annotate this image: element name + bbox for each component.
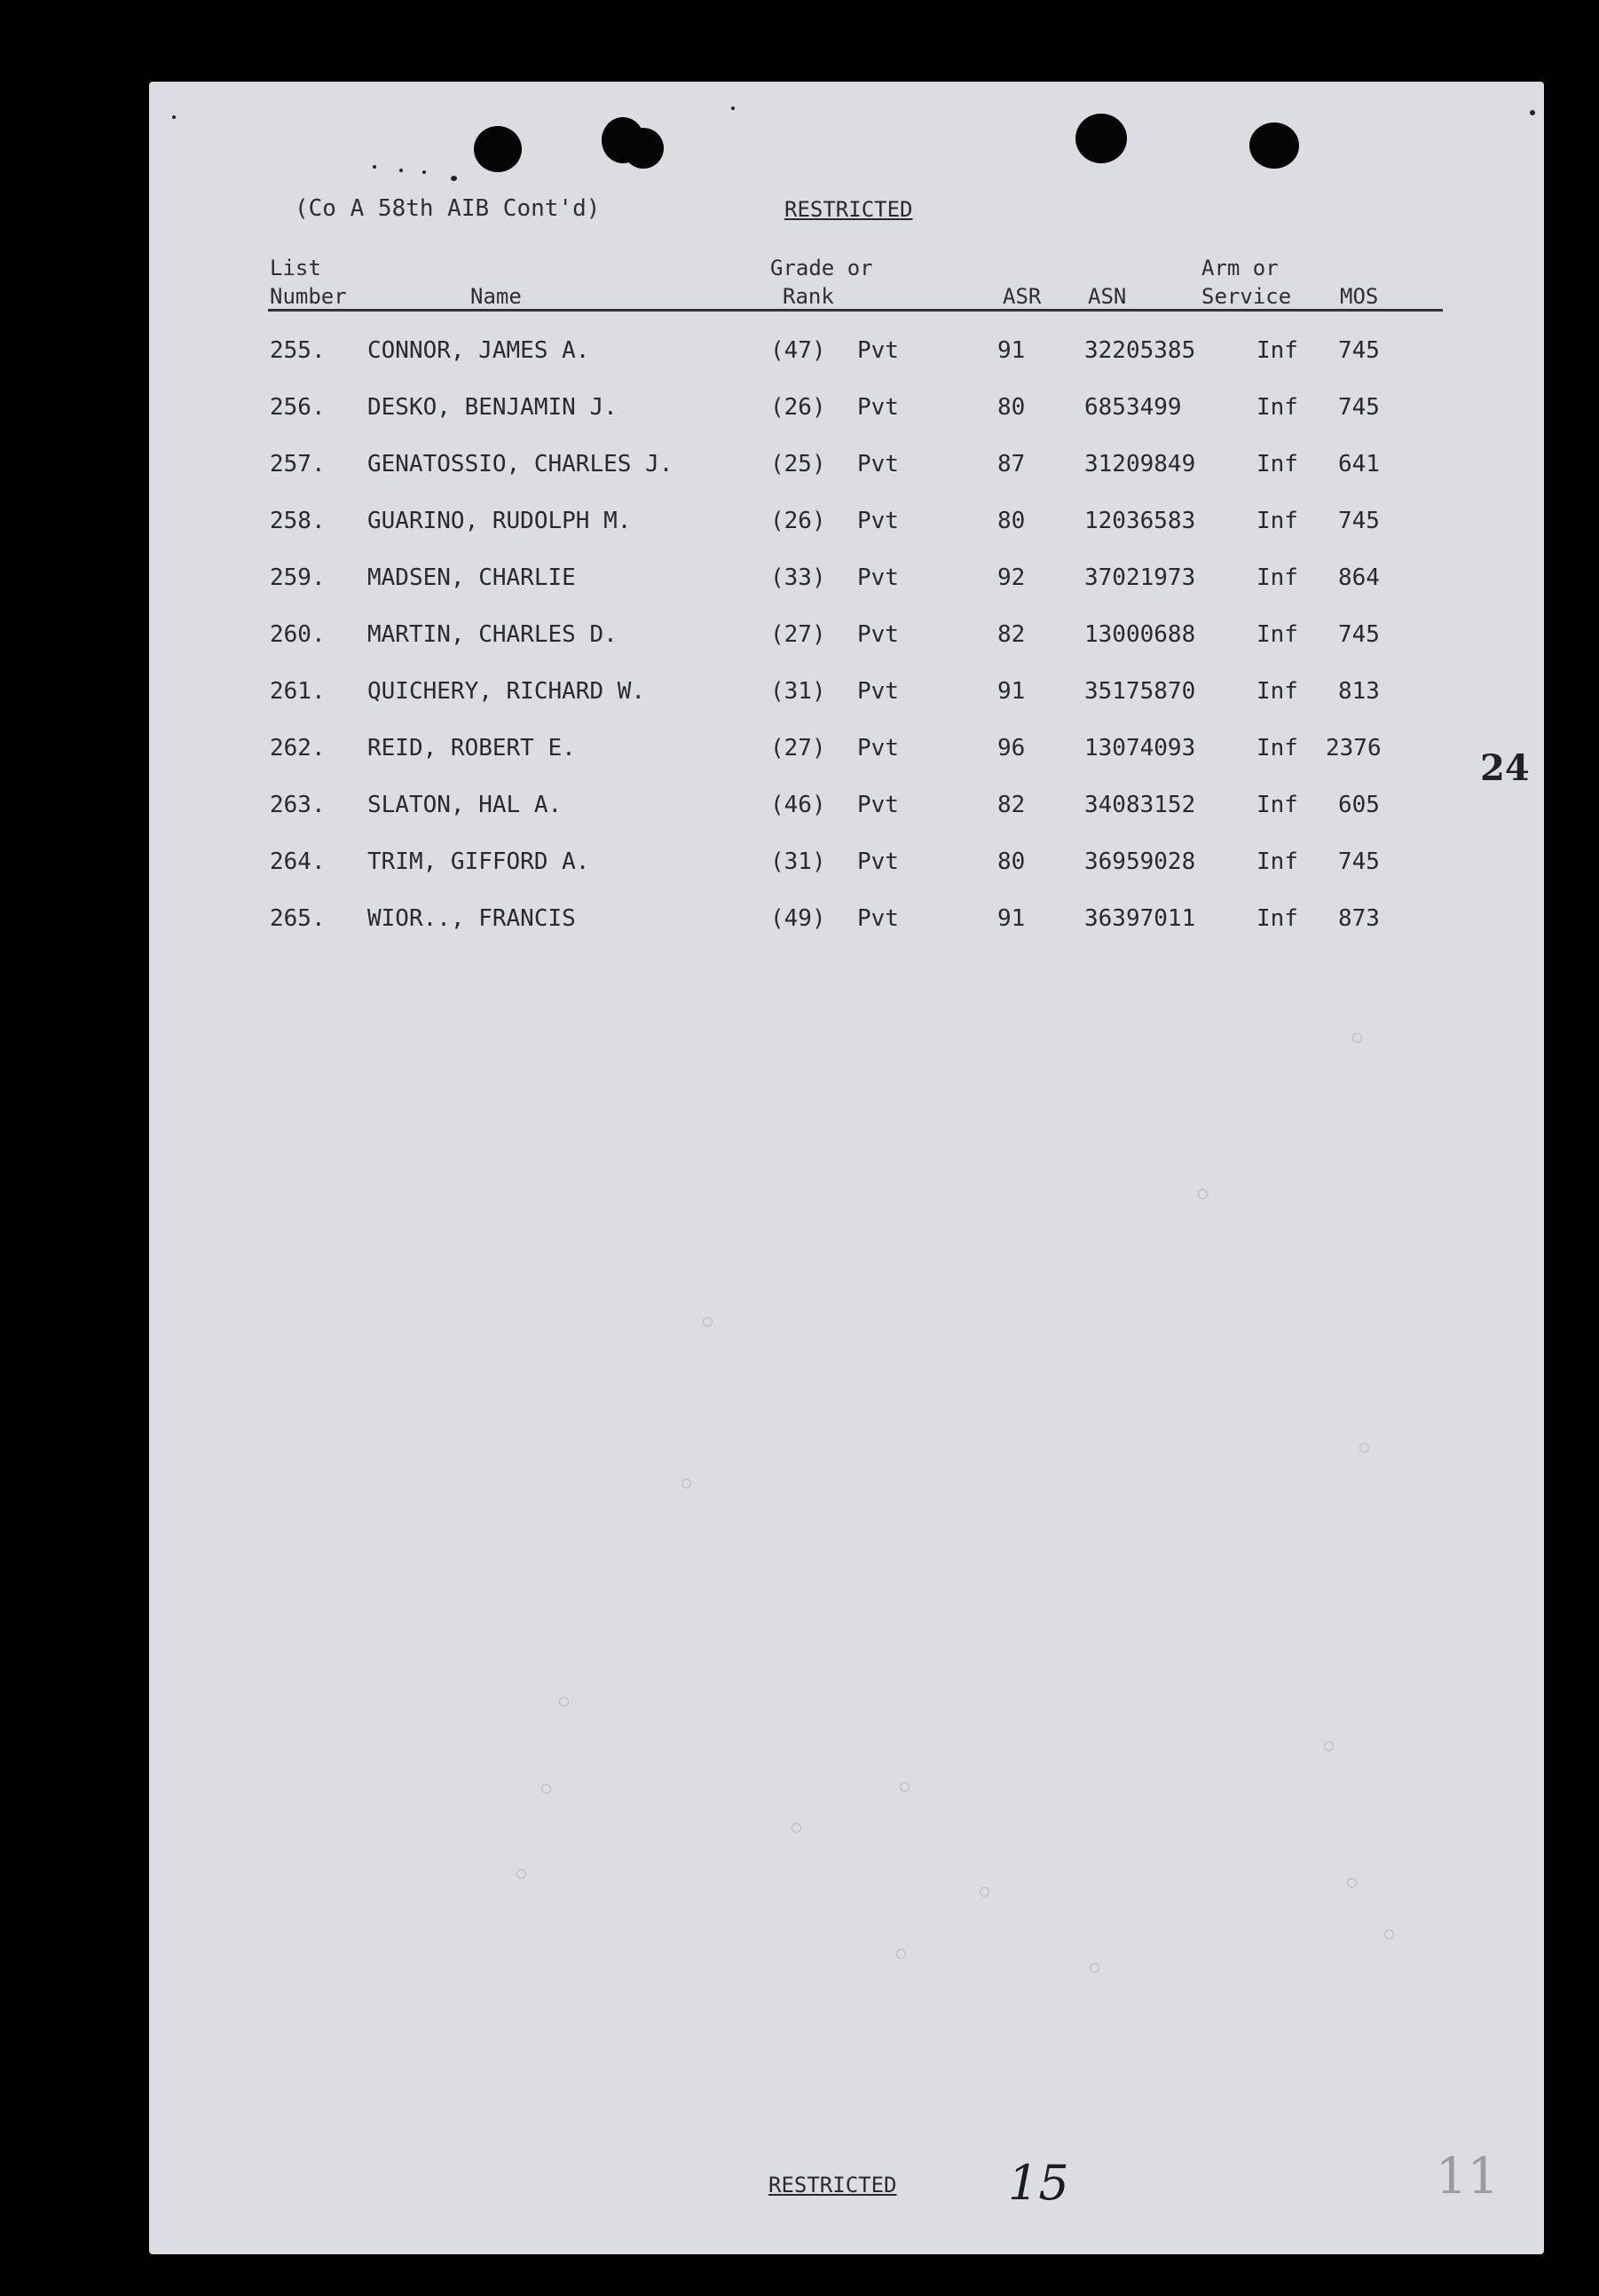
mos: 745 — [1338, 621, 1380, 648]
handwritten-page-number: 15 — [1008, 2155, 1069, 2211]
age: (46) — [770, 792, 826, 818]
age: (26) — [770, 508, 826, 534]
paper-speck — [1347, 1878, 1357, 1888]
asn: 32205385 — [1084, 337, 1196, 364]
paper-speck — [900, 1782, 910, 1792]
mos: 813 — [1338, 678, 1380, 705]
paper-speck — [1384, 1929, 1394, 1939]
classification-top: RESTRICTED — [784, 197, 913, 222]
header-name: Name — [470, 284, 522, 309]
mos: 745 — [1338, 848, 1380, 875]
asn: 34083152 — [1084, 792, 1196, 818]
age: (47) — [770, 337, 826, 364]
list-number: 259. — [270, 564, 326, 591]
age: (49) — [770, 905, 826, 932]
soldier-name: SLATON, HAL A. — [367, 792, 563, 818]
grade: Pvt — [857, 451, 899, 477]
asn: 12036583 — [1084, 508, 1196, 534]
paper-speck — [1359, 1443, 1369, 1453]
soldier-name: WIOR.., FRANCIS — [367, 905, 576, 932]
arm-service: Inf — [1256, 735, 1298, 761]
mos: 745 — [1338, 394, 1380, 421]
age: (27) — [770, 621, 826, 648]
grade: Pvt — [857, 564, 899, 591]
header-rule — [268, 309, 1443, 312]
list-number: 263. — [270, 792, 326, 818]
paper-speck — [516, 1869, 526, 1879]
list-number: 261. — [270, 678, 326, 705]
asn: 36959028 — [1084, 848, 1196, 875]
list-number: 258. — [270, 508, 326, 534]
punch-hole — [1249, 122, 1299, 169]
arm-service: Inf — [1256, 337, 1298, 364]
punch-hole — [474, 126, 522, 172]
soldier-name: MARTIN, CHARLES D. — [367, 621, 618, 648]
table-row — [149, 905, 1544, 941]
soldier-name: QUICHERY, RICHARD W. — [367, 678, 646, 705]
classification-bottom: RESTRICTED — [768, 2173, 897, 2197]
dust-dot — [451, 176, 457, 181]
paper-speck — [541, 1784, 551, 1794]
dust-dot — [731, 107, 735, 110]
header-list-line1: List — [270, 256, 321, 280]
arm-service: Inf — [1256, 848, 1298, 875]
mos: 641 — [1338, 451, 1380, 477]
punch-hole — [623, 128, 664, 169]
asn: 31209849 — [1084, 451, 1196, 477]
table-row — [149, 451, 1544, 486]
paper-speck — [980, 1887, 989, 1897]
header-asn: ASN — [1088, 284, 1127, 309]
paper-speck — [1352, 1033, 1362, 1043]
asr: 91 — [997, 337, 1026, 364]
table-row — [149, 792, 1544, 827]
header-grade-line1: Grade or — [770, 256, 873, 280]
dust-dot — [172, 115, 176, 119]
asr: 80 — [997, 848, 1026, 875]
table-row — [149, 735, 1544, 770]
asr: 80 — [997, 394, 1026, 421]
asn: 13074093 — [1084, 735, 1196, 761]
age: (31) — [770, 848, 826, 875]
arm-service: Inf — [1256, 451, 1298, 477]
header-grade-line2: Rank — [783, 284, 834, 309]
grade: Pvt — [857, 337, 899, 364]
soldier-name: GUARINO, RUDOLPH M. — [367, 508, 632, 534]
table-row — [149, 678, 1544, 714]
soldier-name: GENATOSSIO, CHARLES J. — [367, 451, 673, 477]
mos: 745 — [1338, 508, 1380, 534]
mos: 873 — [1338, 905, 1380, 932]
list-number: 262. — [270, 735, 326, 761]
grade: Pvt — [857, 621, 899, 648]
document-page — [149, 82, 1544, 2254]
table-row — [149, 337, 1544, 373]
grade: Pvt — [857, 848, 899, 875]
arm-service: Inf — [1256, 508, 1298, 534]
grade: Pvt — [857, 792, 899, 818]
soldier-name: MADSEN, CHARLIE — [367, 564, 576, 591]
asr: 96 — [997, 735, 1026, 761]
mos: 2376 — [1326, 735, 1382, 761]
asr: 91 — [997, 905, 1026, 932]
grade: Pvt — [857, 678, 899, 705]
paper-speck — [896, 1949, 906, 1959]
punch-hole — [1075, 114, 1127, 163]
header-asr: ASR — [1003, 284, 1042, 309]
table-row — [149, 508, 1544, 543]
header-arm-service — [1201, 254, 1291, 311]
table-row — [149, 394, 1544, 430]
asr: 91 — [997, 678, 1026, 705]
arm-service: Inf — [1256, 792, 1298, 818]
header-arm-line1: Arm or — [1201, 256, 1279, 280]
table-row — [149, 621, 1544, 657]
asn: 36397011 — [1084, 905, 1196, 932]
grade: Pvt — [857, 735, 899, 761]
asr: 92 — [997, 564, 1026, 591]
table-row — [149, 564, 1544, 600]
mos: 745 — [1338, 337, 1380, 364]
header-grade — [770, 254, 873, 311]
arm-service: Inf — [1256, 394, 1298, 421]
arm-service: Inf — [1256, 564, 1298, 591]
grade: Pvt — [857, 905, 899, 932]
grade: Pvt — [857, 508, 899, 534]
arm-service: Inf — [1256, 905, 1298, 932]
paper-speck — [559, 1697, 569, 1707]
header-list-number — [270, 254, 347, 311]
paper-speck — [703, 1317, 713, 1327]
asr: 82 — [997, 792, 1026, 818]
dust-dot — [422, 170, 426, 174]
soldier-name: CONNOR, JAMES A. — [367, 337, 590, 364]
asn: 13000688 — [1084, 621, 1196, 648]
asn: 35175870 — [1084, 678, 1196, 705]
age: (27) — [770, 735, 826, 761]
paper-speck — [1324, 1741, 1334, 1751]
list-number: 257. — [270, 451, 326, 477]
asr: 87 — [997, 451, 1026, 477]
side-number: 24 — [1480, 747, 1530, 789]
asn: 6853499 — [1084, 394, 1182, 421]
age: (26) — [770, 394, 826, 421]
list-number: 265. — [270, 905, 326, 932]
paper-speck — [1198, 1189, 1208, 1199]
list-number: 264. — [270, 848, 326, 875]
header-arm-line2: Service — [1201, 284, 1292, 309]
dust-dot — [1530, 110, 1535, 115]
paper-speck — [1090, 1963, 1099, 1973]
dust-dot — [373, 165, 376, 169]
age: (25) — [770, 451, 826, 477]
pencil-mark: 11 — [1436, 2148, 1500, 2205]
asr: 80 — [997, 508, 1026, 534]
age: (33) — [770, 564, 826, 591]
header-mos: MOS — [1340, 284, 1379, 309]
paper-speck — [681, 1479, 691, 1488]
grade: Pvt — [857, 394, 899, 421]
list-number: 255. — [270, 337, 326, 364]
table-row — [149, 848, 1544, 884]
arm-service: Inf — [1256, 621, 1298, 648]
mos: 605 — [1338, 792, 1380, 818]
continuation-header: (Co A 58th AIB Cont'd) — [295, 195, 601, 222]
arm-service: Inf — [1256, 678, 1298, 705]
mos: 864 — [1338, 564, 1380, 591]
list-number: 256. — [270, 394, 326, 421]
asn: 37021973 — [1084, 564, 1196, 591]
paper-speck — [792, 1823, 801, 1833]
header-list-line2: Number — [270, 284, 347, 309]
soldier-name: TRIM, GIFFORD A. — [367, 848, 590, 875]
dust-dot — [399, 169, 403, 172]
asr: 82 — [997, 621, 1026, 648]
soldier-name: DESKO, BENJAMIN J. — [367, 394, 618, 421]
age: (31) — [770, 678, 826, 705]
list-number: 260. — [270, 621, 326, 648]
soldier-name: REID, ROBERT E. — [367, 735, 576, 761]
